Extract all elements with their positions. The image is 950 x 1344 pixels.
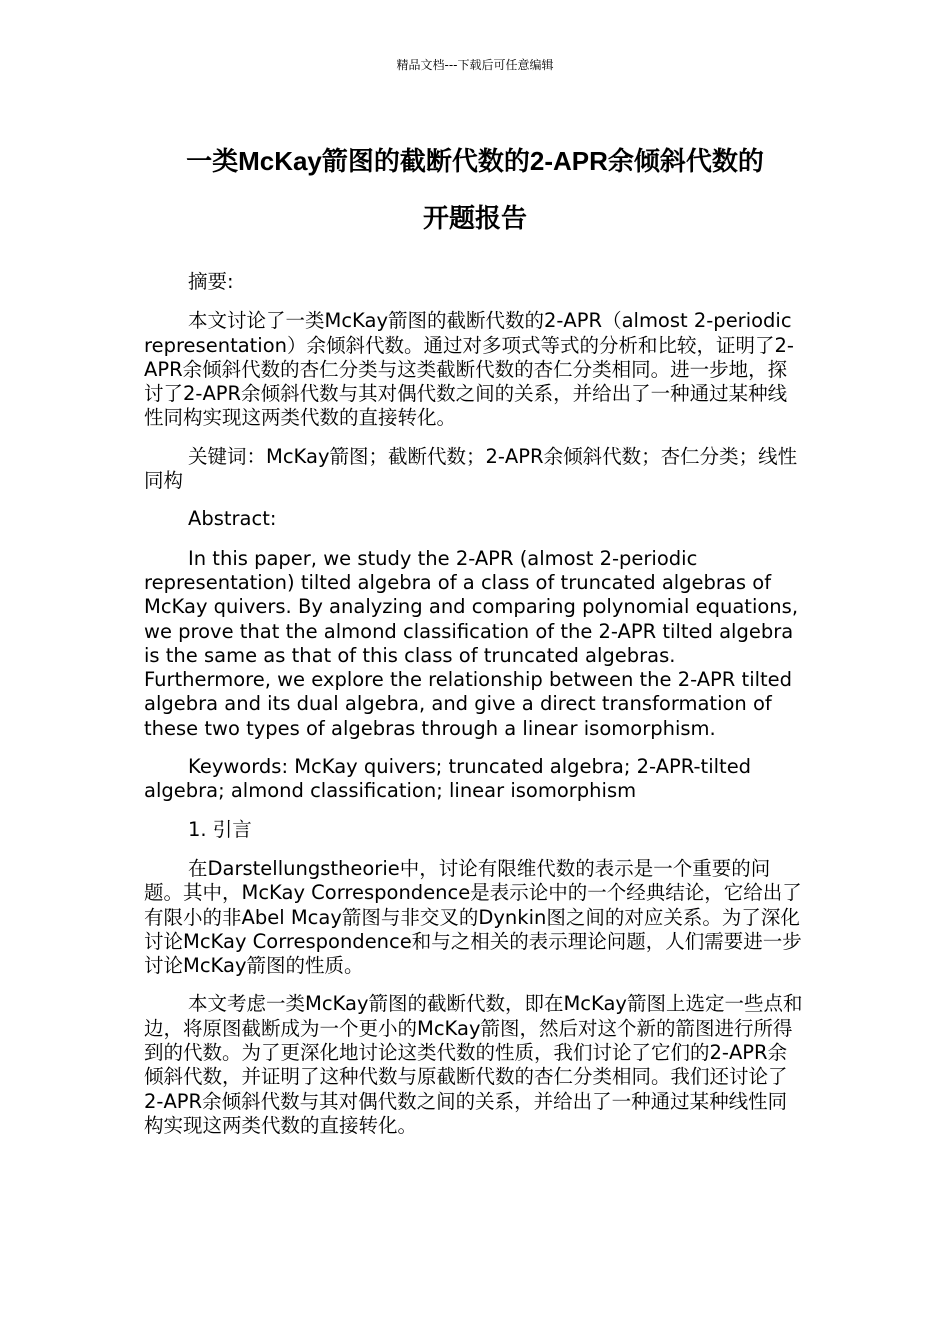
header-note: 精品文档---下载后可任意编辑 (396, 58, 554, 72)
abstract-cn-body: 本文讨论了一类McKay箭图的截断代数的2-APR（almost 2-periodic representation）余倾斜代数。通过对多项式等式的分析和比较，证明了2-APR余倾斜代数的杏仁分类与这类截断代数的杏仁分类相同。进一步地，探讨了2-APR余倾斜代数与其对偶代数之间的关系，并给出了一种通过某种线性同构实现这两类代数的直接转化。 (144, 309, 794, 430)
keywords-en: Keywords: McKay quivers; truncated algebra; 2-APR-tilted algebra; almond classification; linear isomorphism (144, 755, 752, 803)
title-line-1: 一类McKay箭图的截断代数的2-APR余倾斜代数的 (186, 146, 764, 176)
section-heading-introduction: 1. 引言 (188, 817, 252, 841)
abstract-en-body: In this paper, we study the 2-APR (almost 2-periodic representation) tilted algebra of a class of truncated algebras of McKay quivers. By analyzing and comparing polynomial equations, we prove that the almond classification of the 2-APR tilted algebra is the same as that of this class of truncated algebras. Furthermore, we explore the relationship between the 2-APR tilted algebra and its dual algebra, and give a direct transformation of these two types of algebras through a linear isomorphism. (144, 546, 799, 740)
abstract-en-label: Abstract: (188, 507, 277, 531)
document-title (120, 133, 830, 247)
abstract-cn-label: 摘要: (188, 270, 234, 293)
introduction-paragraph-1: 在Darstellungstheorie中，讨论有限维代数的表示是一个重要的问题。其中，McKay Correspondence是表示论中的一个经典结论，它给出了有限小的非Abel Mcay箭图与非交叉的Dynkin图之间的对应关系。为了深化讨论McKay Correspondence和与之相关的表示理论问题，人们需要进一步讨论McKay箭图的性质。 (144, 856, 802, 978)
document-body (144, 270, 806, 1152)
title-line-2: 开题报告 (422, 203, 527, 233)
introduction-paragraph-2: 本文考虑一类McKay箭图的截断代数，即在McKay箭图上选定一些点和边，将原图截断成为一个更小的McKay箭图，然后对这个新的箭图进行所得到的代数。为了更深化地讨论这类代数的性质，我们讨论了它们的2-APR余倾斜代数，并证明了这种代数与原截断代数的杏仁分类相同。我们还讨论了2-APR余倾斜代数与其对偶代数之间的关系，并给出了一种通过某种线性同构实现这两类代数的直接转化。 (144, 992, 803, 1137)
keywords-cn: 关键词：McKay箭图；截断代数；2-APR余倾斜代数；杏仁分类；线性同构 (144, 444, 798, 493)
